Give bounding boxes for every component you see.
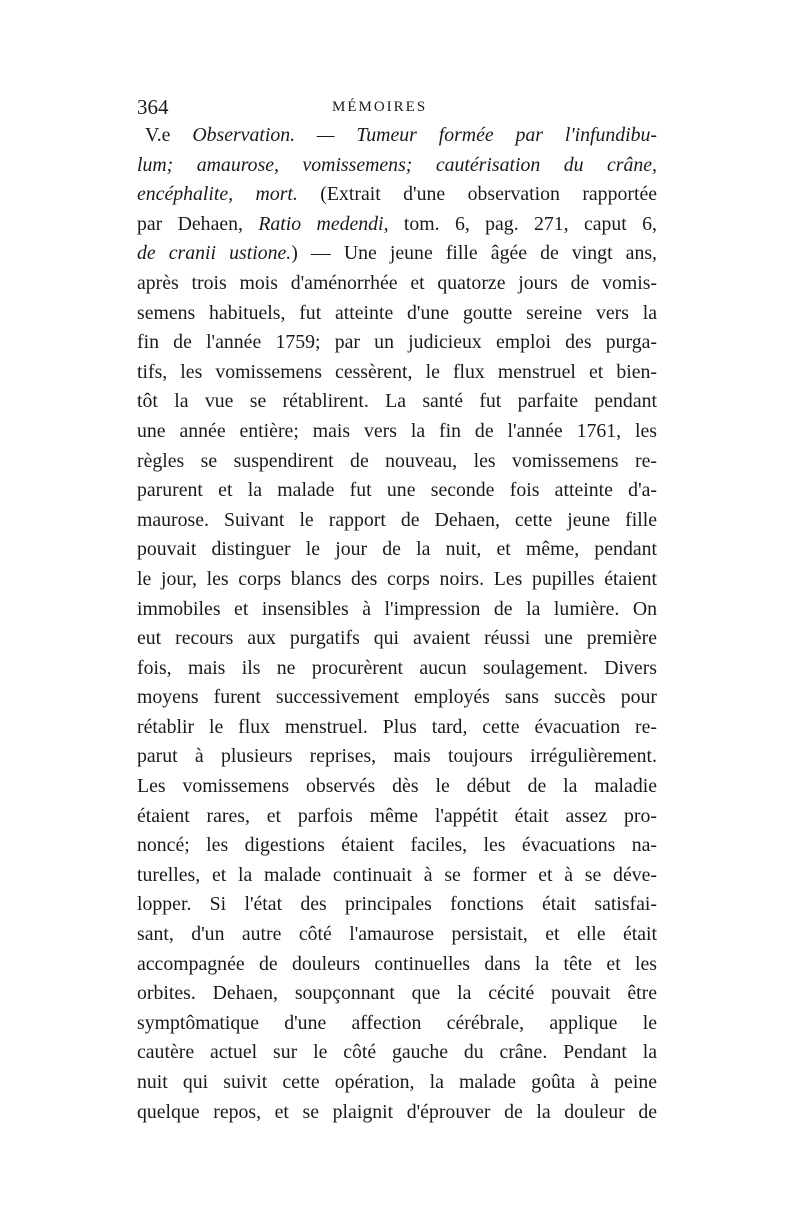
text-segment: turelles, et la malade continuait à se former et à se déve-: [137, 863, 657, 886]
text-line: [137, 683, 657, 713]
page-number: 364: [137, 95, 169, 119]
text-segment: règles se suspendirent de nouveau, les vomissemens re-: [137, 449, 657, 472]
text-segment: semens habituels, fut atteinte d'une goutte sereine vers la: [137, 301, 657, 324]
text-segment: symptômatique d'une affection cérébrale, applique le: [137, 1011, 657, 1034]
text-segment: quelque repos, et se plaignit d'éprouver de la douleur de: [137, 1100, 657, 1123]
text-segment: moyens furent successivement employés sans succès pour: [137, 686, 657, 709]
text-segment: encéphalite, mort.: [137, 183, 298, 206]
text-segment: tôt la vue se rétablirent. La santé fut parfaite pendant: [137, 390, 657, 413]
text-line: [137, 299, 657, 329]
text-segment: eut recours aux purgatifs qui avaient réussi une première: [137, 627, 657, 650]
text-segment: fin de l'année 1759; par un judicieux emploi des purga-: [137, 331, 657, 354]
text-line: [137, 654, 657, 684]
text-line: [137, 328, 657, 358]
text-segment: lum; amaurose, vomissemens; cautérisation du crâne,: [137, 153, 657, 176]
text-line: [137, 1038, 657, 1068]
text-segment: pouvait distinguer le jour de la nuit, et même, pendant: [137, 538, 657, 561]
text-segment: V.e: [145, 124, 193, 146]
text-segment: le jour, les corps blancs des corps noirs. Les pupilles étaient: [137, 567, 657, 590]
text-segment: de cranii ustione.: [137, 242, 292, 265]
text-segment: une année entière; mais vers la fin de l'année 1761, les: [137, 419, 657, 442]
text-line: [137, 713, 657, 743]
text-line: [137, 772, 657, 802]
text-segment: nuit qui suivit cette opération, la malade goûta à peine: [137, 1071, 657, 1093]
text-line: [137, 210, 657, 240]
text-line: [137, 417, 657, 447]
text-segment: maurose. Suivant le rapport de Dehaen, cette jeune fille: [137, 508, 657, 531]
text-segment: Observation. — Tumeur formée par l'infundibu-: [192, 124, 657, 146]
text-segment: par Dehaen,: [137, 212, 259, 235]
text-segment: étaient rares, et parfois même l'appétit était assez pro-: [137, 804, 657, 827]
text-line: [137, 950, 657, 980]
text-segment: orbites. Dehaen, soupçonnant que la cécité pouvait être: [137, 982, 657, 1005]
text-line: [137, 1068, 657, 1098]
text-line: [137, 121, 657, 151]
text-line: [137, 476, 657, 506]
body-text: [137, 121, 657, 1127]
text-line: [137, 506, 657, 536]
text-line: [137, 742, 657, 772]
text-line: [137, 151, 657, 181]
text-segment: ) — Une jeune fille âgée de vingt ans,: [291, 242, 657, 265]
book-page: [137, 95, 657, 1127]
text-segment: Ratio medendi: [258, 212, 384, 235]
text-segment: rétablir le flux menstruel. Plus tard, cette évacuation re-: [137, 715, 657, 738]
text-line: [137, 269, 657, 299]
text-line: [137, 1098, 657, 1128]
text-segment: lopper. Si l'état des principales fonctions était satisfai-: [137, 893, 657, 916]
text-segment: parut à plusieurs reprises, mais toujours irrégulièrement.: [137, 745, 657, 768]
text-line: [137, 535, 657, 565]
text-segment: cautère actuel sur le côté gauche du crâne. Pendant la: [137, 1041, 657, 1064]
text-line: [137, 920, 657, 950]
text-segment: sant, d'un autre côté l'amaurose persistait, et elle était: [137, 923, 657, 946]
text-line: [137, 387, 657, 417]
text-segment: immobiles et insensibles à l'impression de la lumière. On: [137, 597, 657, 620]
text-segment: après trois mois d'aménorrhée et quatorze jours de vomis-: [137, 271, 657, 294]
text-line: [137, 890, 657, 920]
text-segment: (Extrait d'une observation rapportée: [297, 183, 657, 206]
text-segment: noncé; les digestions étaient faciles, les évacuations na-: [137, 834, 657, 857]
text-line: [137, 239, 657, 269]
text-line: [137, 595, 657, 625]
text-segment: parurent et la malade fut une seconde fois atteinte d'a-: [137, 479, 657, 502]
text-line: [137, 1009, 657, 1039]
text-line: [137, 565, 657, 595]
text-line: [137, 979, 657, 1009]
text-segment: tifs, les vomissemens cessèrent, le flux menstruel et bien-: [137, 360, 657, 383]
text-line: [137, 831, 657, 861]
text-segment: fois, mais ils ne procurèrent aucun soulagement. Divers: [137, 656, 657, 679]
text-line: [137, 180, 657, 210]
text-segment: , tom. 6, pag. 271, caput 6,: [383, 212, 657, 235]
text-line: [137, 358, 657, 388]
text-line: [137, 624, 657, 654]
running-head: MÉMOIRES: [332, 99, 428, 115]
text-segment: accompagnée de douleurs continuelles dans la tête et les: [137, 952, 657, 975]
text-line: [137, 802, 657, 832]
page-header: [137, 95, 657, 121]
text-line: [137, 447, 657, 477]
text-line: [137, 861, 657, 891]
text-segment: Les vomissemens observés dès le début de la maladie: [137, 775, 657, 798]
